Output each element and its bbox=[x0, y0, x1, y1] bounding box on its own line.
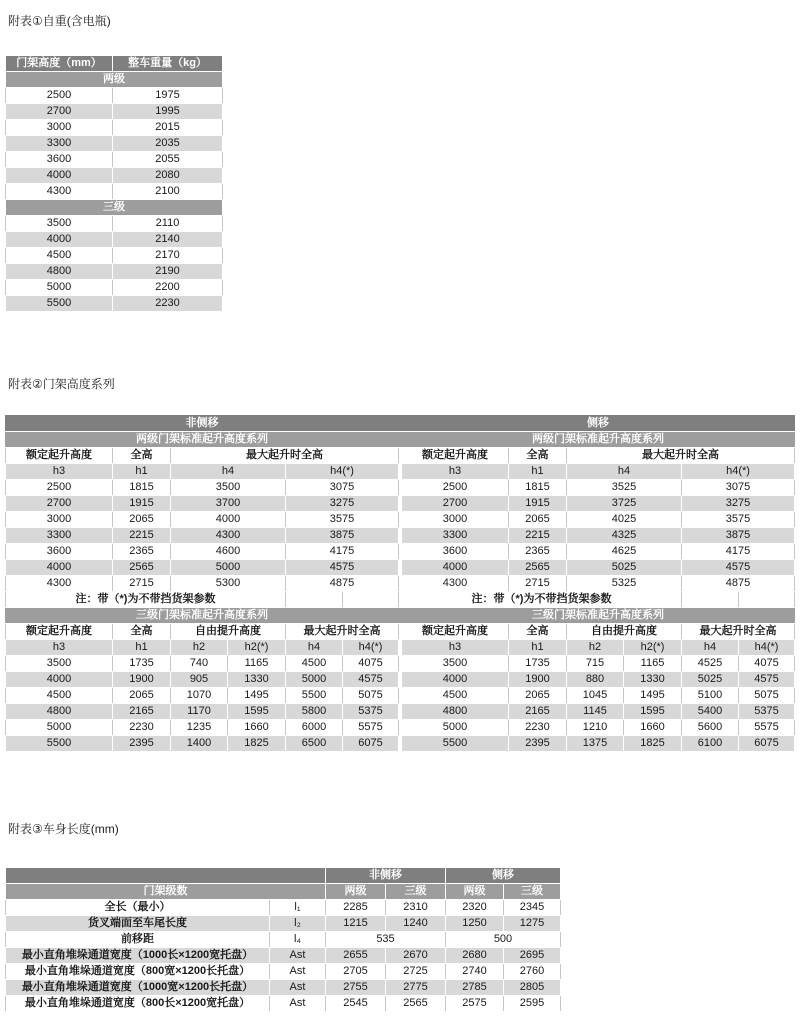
symbol-cell: l₄ bbox=[270, 932, 326, 948]
value-cell: 2500 bbox=[402, 480, 509, 496]
value-cell: 4000 bbox=[6, 560, 113, 576]
value-cell: 3600 bbox=[402, 544, 509, 560]
value-cell: 4025 bbox=[567, 512, 682, 528]
value-cell: 1165 bbox=[624, 656, 682, 672]
value-cell: 3600 bbox=[6, 544, 113, 560]
value-cell: 5075 bbox=[343, 688, 399, 704]
value-cell: 535 bbox=[326, 932, 446, 948]
sub-header: h4(*) bbox=[343, 640, 399, 656]
value-cell: 5025 bbox=[567, 560, 682, 576]
value-cell: 3500 bbox=[402, 656, 509, 672]
value-cell: 1330 bbox=[228, 672, 286, 688]
value-cell: 2565 bbox=[386, 996, 446, 1012]
value-cell: 1235 bbox=[171, 720, 228, 736]
column-header: 两级 bbox=[446, 884, 504, 900]
value-cell: 4075 bbox=[343, 656, 399, 672]
value-cell: 5500 bbox=[6, 296, 113, 312]
value-cell: 3000 bbox=[6, 120, 113, 136]
value-cell: 2310 bbox=[386, 900, 446, 916]
value-cell: 5100 bbox=[682, 688, 739, 704]
value-cell: 1070 bbox=[171, 688, 228, 704]
value-cell: 5000 bbox=[6, 280, 113, 296]
value-cell: 4000 bbox=[6, 232, 113, 248]
sub-header: h1 bbox=[113, 640, 171, 656]
value-cell: 4575 bbox=[286, 560, 399, 576]
section-header: 两级门架标准起升高度系列 bbox=[402, 432, 795, 448]
value-cell: 3300 bbox=[6, 528, 113, 544]
value-cell: 905 bbox=[171, 672, 228, 688]
sub-header: h4(*) bbox=[286, 464, 399, 480]
symbol-cell: Ast bbox=[270, 964, 326, 980]
value-cell: 2670 bbox=[386, 948, 446, 964]
value-cell: 4500 bbox=[6, 688, 113, 704]
value-cell: 2500 bbox=[6, 88, 113, 104]
note-cell: 注：带（*)为不带挡货架参数 bbox=[6, 592, 286, 608]
section-header: 三级门架标准起升高度系列 bbox=[402, 608, 795, 624]
value-cell: 2285 bbox=[326, 900, 386, 916]
sub-header: h4 bbox=[682, 640, 739, 656]
value-cell: 740 bbox=[171, 656, 228, 672]
body-length-table bbox=[5, 867, 561, 1012]
value-cell: 5500 bbox=[286, 688, 343, 704]
empty-cell bbox=[739, 592, 795, 608]
value-cell: 1375 bbox=[567, 736, 624, 752]
value-cell: 3075 bbox=[286, 480, 399, 496]
value-cell: 2065 bbox=[113, 512, 171, 528]
value-cell: 4000 bbox=[171, 512, 286, 528]
value-cell: 2100 bbox=[113, 184, 223, 200]
column-header: 三级 bbox=[386, 884, 446, 900]
group-header: 额定起升高度 bbox=[6, 624, 113, 640]
value-cell: 1815 bbox=[113, 480, 171, 496]
value-cell: 1330 bbox=[624, 672, 682, 688]
symbol-cell: Ast bbox=[270, 996, 326, 1012]
group-header: 全高 bbox=[509, 624, 567, 640]
group-header: 最大起升时全高 bbox=[682, 624, 795, 640]
value-cell: 2065 bbox=[509, 688, 567, 704]
value-cell: 2595 bbox=[504, 996, 561, 1012]
empty-cell bbox=[343, 592, 399, 608]
body-length-table-body bbox=[6, 868, 561, 1012]
value-cell: 1660 bbox=[624, 720, 682, 736]
value-cell: 2805 bbox=[504, 980, 561, 996]
value-cell: 1400 bbox=[171, 736, 228, 752]
symbol-cell: l₂ bbox=[270, 916, 326, 932]
value-cell: 1170 bbox=[171, 704, 228, 720]
value-cell: 4600 bbox=[171, 544, 286, 560]
value-cell: 1495 bbox=[228, 688, 286, 704]
value-cell: 5000 bbox=[6, 720, 113, 736]
value-cell: 2035 bbox=[113, 136, 223, 152]
value-cell: 3300 bbox=[6, 136, 113, 152]
value-cell: 2705 bbox=[326, 964, 386, 980]
value-cell: 5375 bbox=[343, 704, 399, 720]
column-header: 门架高度（mm） bbox=[6, 56, 113, 72]
value-cell: 3500 bbox=[6, 216, 113, 232]
value-cell: 2140 bbox=[113, 232, 223, 248]
value-cell: 4500 bbox=[6, 248, 113, 264]
value-cell: 2565 bbox=[509, 560, 567, 576]
value-cell: 4625 bbox=[567, 544, 682, 560]
corner-cell bbox=[6, 868, 326, 884]
value-cell: 2740 bbox=[446, 964, 504, 980]
group-header: 最大起升时全高 bbox=[286, 624, 399, 640]
value-cell: 500 bbox=[446, 932, 561, 948]
row-label: 最小直角堆垛通道宽度（800长×1200宽托盘） bbox=[6, 996, 270, 1012]
value-cell: 3000 bbox=[402, 512, 509, 528]
value-cell: 2215 bbox=[113, 528, 171, 544]
section-header: 三级门架标准起升高度系列 bbox=[6, 608, 399, 624]
value-cell: 2695 bbox=[504, 948, 561, 964]
value-cell: 1825 bbox=[624, 736, 682, 752]
value-cell: 1145 bbox=[567, 704, 624, 720]
column-header: 门架级数 bbox=[6, 884, 326, 900]
value-cell: 4300 bbox=[6, 184, 113, 200]
value-cell: 2110 bbox=[113, 216, 223, 232]
half-header: 侧移 bbox=[402, 416, 795, 432]
value-cell: 1595 bbox=[228, 704, 286, 720]
value-cell: 6075 bbox=[739, 736, 795, 752]
value-cell: 3000 bbox=[6, 512, 113, 528]
value-cell: 4075 bbox=[739, 656, 795, 672]
value-cell: 1735 bbox=[509, 656, 567, 672]
value-cell: 5000 bbox=[171, 560, 286, 576]
row-label: 货叉端面至车尾长度 bbox=[6, 916, 270, 932]
value-cell: 1825 bbox=[228, 736, 286, 752]
row-label: 全长（最小） bbox=[6, 900, 270, 916]
value-cell: 2680 bbox=[446, 948, 504, 964]
value-cell: 2190 bbox=[113, 264, 223, 280]
value-cell: 2015 bbox=[113, 120, 223, 136]
value-cell: 1045 bbox=[567, 688, 624, 704]
value-cell: 1915 bbox=[509, 496, 567, 512]
mast-height-table-body bbox=[6, 416, 795, 752]
column-header: 两级 bbox=[326, 884, 386, 900]
value-cell: 5600 bbox=[682, 720, 739, 736]
value-cell: 2200 bbox=[113, 280, 223, 296]
value-cell: 2165 bbox=[113, 704, 171, 720]
value-cell: 3575 bbox=[286, 512, 399, 528]
value-cell: 880 bbox=[567, 672, 624, 688]
value-cell: 5500 bbox=[402, 736, 509, 752]
value-cell: 4500 bbox=[402, 688, 509, 704]
value-cell: 4000 bbox=[6, 168, 113, 184]
sub-header: h1 bbox=[509, 464, 567, 480]
value-cell: 3500 bbox=[6, 656, 113, 672]
value-cell: 4300 bbox=[171, 528, 286, 544]
sub-header: h2 bbox=[171, 640, 228, 656]
value-cell: 5575 bbox=[739, 720, 795, 736]
sub-header: h1 bbox=[509, 640, 567, 656]
value-cell: 2345 bbox=[504, 900, 561, 916]
note-cell: 注：带（*)为不带挡货架参数 bbox=[402, 592, 682, 608]
value-cell: 4575 bbox=[739, 672, 795, 688]
value-cell: 2755 bbox=[326, 980, 386, 996]
group-header: 最大起升时全高 bbox=[567, 448, 795, 464]
value-cell: 4000 bbox=[6, 672, 113, 688]
value-cell: 1275 bbox=[504, 916, 561, 932]
value-cell: 4325 bbox=[567, 528, 682, 544]
value-cell: 4300 bbox=[402, 576, 509, 592]
value-cell: 1900 bbox=[113, 672, 171, 688]
value-cell: 2395 bbox=[113, 736, 171, 752]
value-cell: 3300 bbox=[402, 528, 509, 544]
section-header: 两级门架标准起升高度系列 bbox=[6, 432, 399, 448]
empty-cell bbox=[682, 592, 739, 608]
sub-header: h4 bbox=[171, 464, 286, 480]
sub-header: h2(*) bbox=[624, 640, 682, 656]
row-label: 前移距 bbox=[6, 932, 270, 948]
value-cell: 2700 bbox=[402, 496, 509, 512]
row-label: 最小直角堆垛通道宽度（1000长×1200宽托盘） bbox=[6, 948, 270, 964]
value-cell: 2230 bbox=[113, 296, 223, 312]
value-cell: 4875 bbox=[286, 576, 399, 592]
value-cell: 1735 bbox=[113, 656, 171, 672]
sub-header: h3 bbox=[6, 464, 113, 480]
value-cell: 2065 bbox=[509, 512, 567, 528]
table2-title: 附表②门架高度系列 bbox=[8, 377, 115, 391]
value-cell: 4175 bbox=[286, 544, 399, 560]
value-cell: 3575 bbox=[682, 512, 795, 528]
value-cell: 4000 bbox=[402, 672, 509, 688]
value-cell: 1250 bbox=[446, 916, 504, 932]
value-cell: 2230 bbox=[113, 720, 171, 736]
value-cell: 4500 bbox=[286, 656, 343, 672]
value-cell: 5800 bbox=[286, 704, 343, 720]
sub-header: h4 bbox=[286, 640, 343, 656]
value-cell: 2565 bbox=[113, 560, 171, 576]
value-cell: 2715 bbox=[509, 576, 567, 592]
value-cell: 2165 bbox=[509, 704, 567, 720]
group-header: 额定起升高度 bbox=[402, 448, 509, 464]
group-header: 额定起升高度 bbox=[6, 448, 113, 464]
sub-header: h2 bbox=[567, 640, 624, 656]
sub-header: h3 bbox=[402, 640, 509, 656]
value-cell: 1975 bbox=[113, 88, 223, 104]
row-label: 最小直角堆垛通道宽度（1000宽×1200长托盘） bbox=[6, 980, 270, 996]
value-cell: 5000 bbox=[402, 720, 509, 736]
group-header: 额定起升高度 bbox=[402, 624, 509, 640]
symbol-cell: Ast bbox=[270, 948, 326, 964]
value-cell: 1495 bbox=[624, 688, 682, 704]
value-cell: 6000 bbox=[286, 720, 343, 736]
section-header: 三级 bbox=[6, 200, 223, 216]
value-cell: 5300 bbox=[171, 576, 286, 592]
column-header: 整车重量（kg） bbox=[113, 56, 223, 72]
value-cell: 4000 bbox=[402, 560, 509, 576]
value-cell: 2700 bbox=[6, 496, 113, 512]
value-cell: 2575 bbox=[446, 996, 504, 1012]
sub-header: h4(*) bbox=[739, 640, 795, 656]
group-header: 自由提升高度 bbox=[567, 624, 682, 640]
value-cell: 2775 bbox=[386, 980, 446, 996]
value-cell: 2230 bbox=[509, 720, 567, 736]
value-cell: 2320 bbox=[446, 900, 504, 916]
value-cell: 2170 bbox=[113, 248, 223, 264]
value-cell: 4525 bbox=[682, 656, 739, 672]
value-cell: 3725 bbox=[567, 496, 682, 512]
group-header: 最大起升时全高 bbox=[171, 448, 399, 464]
value-cell: 1210 bbox=[567, 720, 624, 736]
value-cell: 2080 bbox=[113, 168, 223, 184]
value-cell: 4875 bbox=[682, 576, 795, 592]
value-cell: 2655 bbox=[326, 948, 386, 964]
sub-header: h4 bbox=[567, 464, 682, 480]
empty-cell bbox=[286, 592, 343, 608]
column-header: 三级 bbox=[504, 884, 561, 900]
group-header: 全高 bbox=[113, 448, 171, 464]
value-cell: 5375 bbox=[739, 704, 795, 720]
value-cell: 2500 bbox=[6, 480, 113, 496]
value-cell: 5075 bbox=[739, 688, 795, 704]
value-cell: 6100 bbox=[682, 736, 739, 752]
value-cell: 4175 bbox=[682, 544, 795, 560]
value-cell: 3875 bbox=[286, 528, 399, 544]
sub-header: h1 bbox=[113, 464, 171, 480]
sub-header: h3 bbox=[402, 464, 509, 480]
value-cell: 3500 bbox=[171, 480, 286, 496]
value-cell: 1595 bbox=[624, 704, 682, 720]
table1-title: 附表①自重(含电瓶) bbox=[8, 14, 111, 28]
value-cell: 715 bbox=[567, 656, 624, 672]
value-cell: 2700 bbox=[6, 104, 113, 120]
value-cell: 1165 bbox=[228, 656, 286, 672]
mast-height-table bbox=[5, 415, 795, 752]
value-cell: 1660 bbox=[228, 720, 286, 736]
value-cell: 2365 bbox=[509, 544, 567, 560]
group-header: 全高 bbox=[113, 624, 171, 640]
value-cell: 2725 bbox=[386, 964, 446, 980]
value-cell: 3600 bbox=[6, 152, 113, 168]
value-cell: 3525 bbox=[567, 480, 682, 496]
value-cell: 1815 bbox=[509, 480, 567, 496]
value-cell: 2055 bbox=[113, 152, 223, 168]
value-cell: 5500 bbox=[6, 736, 113, 752]
value-cell: 2715 bbox=[113, 576, 171, 592]
section-header: 两级 bbox=[6, 72, 223, 88]
value-cell: 3075 bbox=[682, 480, 795, 496]
value-cell: 5400 bbox=[682, 704, 739, 720]
value-cell: 2065 bbox=[113, 688, 171, 704]
value-cell: 2545 bbox=[326, 996, 386, 1012]
value-cell: 4300 bbox=[6, 576, 113, 592]
value-cell: 3700 bbox=[171, 496, 286, 512]
sub-header: h3 bbox=[6, 640, 113, 656]
table3-title: 附表③车身长度(mm) bbox=[8, 822, 119, 836]
value-cell: 1995 bbox=[113, 104, 223, 120]
value-cell: 5025 bbox=[682, 672, 739, 688]
sub-header: h2(*) bbox=[228, 640, 286, 656]
value-cell: 3275 bbox=[682, 496, 795, 512]
value-cell: 2365 bbox=[113, 544, 171, 560]
value-cell: 3275 bbox=[286, 496, 399, 512]
value-cell: 4575 bbox=[343, 672, 399, 688]
group-header: 全高 bbox=[509, 448, 567, 464]
value-cell: 6075 bbox=[343, 736, 399, 752]
group-header: 自由提升高度 bbox=[171, 624, 286, 640]
value-cell: 4800 bbox=[6, 264, 113, 280]
sub-header: h4(*) bbox=[682, 464, 795, 480]
half-header: 非侧移 bbox=[6, 416, 399, 432]
value-cell: 5000 bbox=[286, 672, 343, 688]
symbol-cell: l₁ bbox=[270, 900, 326, 916]
value-cell: 2760 bbox=[504, 964, 561, 980]
value-cell: 4575 bbox=[682, 560, 795, 576]
self-weight-table bbox=[5, 55, 223, 312]
value-cell: 6500 bbox=[286, 736, 343, 752]
value-cell: 5575 bbox=[343, 720, 399, 736]
group-header: 非侧移 bbox=[326, 868, 446, 884]
group-header: 侧移 bbox=[446, 868, 561, 884]
value-cell: 1900 bbox=[509, 672, 567, 688]
value-cell: 1240 bbox=[386, 916, 446, 932]
value-cell: 4800 bbox=[402, 704, 509, 720]
value-cell: 5325 bbox=[567, 576, 682, 592]
value-cell: 2395 bbox=[509, 736, 567, 752]
value-cell: 2785 bbox=[446, 980, 504, 996]
value-cell: 4800 bbox=[6, 704, 113, 720]
row-label: 最小直角堆垛通道宽度（800宽×1200长托盘） bbox=[6, 964, 270, 980]
symbol-cell: Ast bbox=[270, 980, 326, 996]
value-cell: 1215 bbox=[326, 916, 386, 932]
self-weight-table-body bbox=[6, 56, 223, 312]
value-cell: 1915 bbox=[113, 496, 171, 512]
value-cell: 3875 bbox=[682, 528, 795, 544]
value-cell: 2215 bbox=[509, 528, 567, 544]
